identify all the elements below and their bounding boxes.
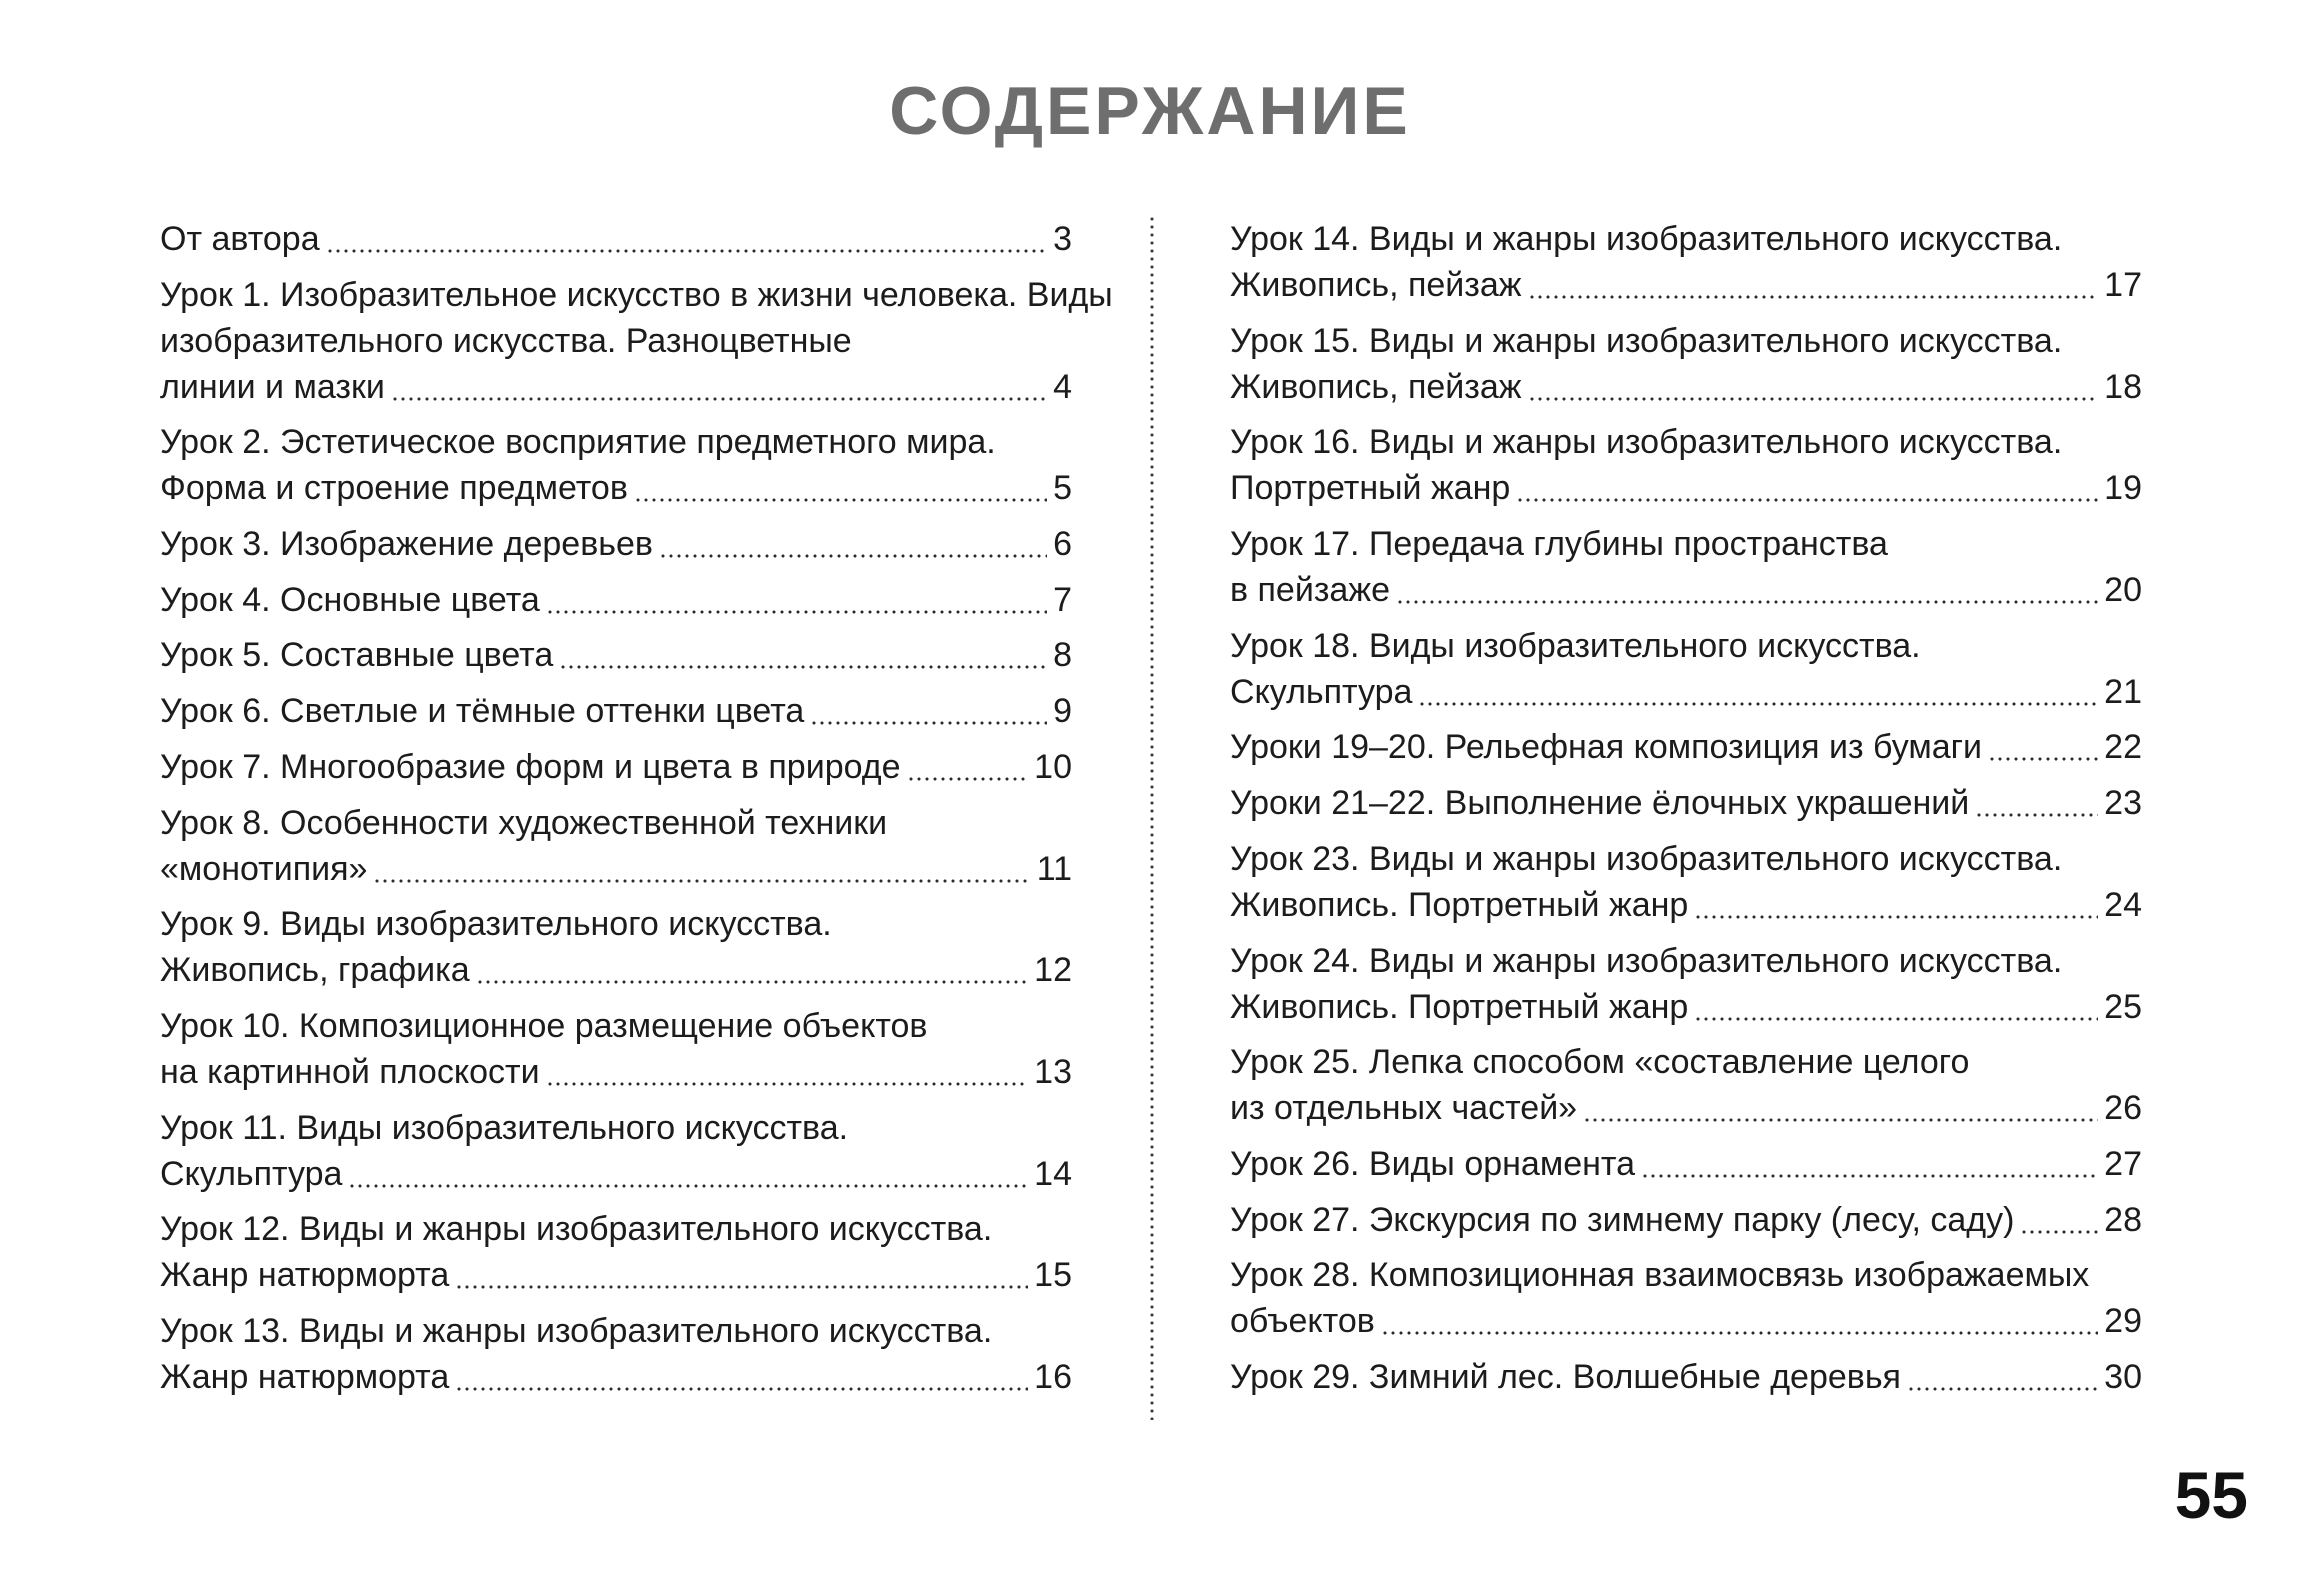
- toc-entry-line: Урок 25. Лепка способом «составление целого: [1230, 1043, 1970, 1082]
- toc-entry-final-line: [1230, 465, 2142, 511]
- toc-entry: [160, 272, 1113, 410]
- toc-page-number: 27: [2104, 1144, 2142, 1183]
- toc-entry: [160, 1003, 1072, 1095]
- dot-leader: [348, 1184, 1028, 1188]
- toc-page-number: 22: [2104, 728, 2142, 767]
- toc-entry: [160, 1308, 1072, 1400]
- toc-entry-final-line: [160, 1354, 1072, 1400]
- toc-entry-text: из отдельных частей»: [1230, 1089, 1578, 1128]
- toc-entry: [1230, 1252, 2142, 1344]
- dot-leader: [907, 777, 1029, 781]
- dot-leader: [1528, 295, 2099, 299]
- dot-leader: [1975, 813, 2098, 817]
- dot-leader: [1694, 915, 2098, 919]
- toc-entry-text: Урок 7. Многообразие форм и цвета в природе: [160, 747, 901, 786]
- toc-entry-line: Урок 16. Виды и жанры изобразительного искусства.: [1230, 423, 2063, 462]
- toc-entry-final-line: [1230, 1298, 2142, 1344]
- toc-entry-line: Урок 28. Композиционная взаимосвязь изображаемых: [1230, 1256, 2090, 1295]
- toc-entry-final-line: [160, 846, 1072, 892]
- dot-leader: [455, 1387, 1028, 1391]
- toc-page-number: 6: [1053, 525, 1072, 564]
- toc-entry-final-line: [160, 216, 1072, 262]
- page-number: 55: [2174, 1458, 2248, 1532]
- toc-entry: [1230, 836, 2142, 928]
- toc-entry-text: Жанр натюрморта: [160, 1256, 450, 1295]
- toc-entry-line: Урок 23. Виды и жанры изобразительного искусства.: [1230, 839, 2063, 878]
- toc-entry: [1230, 1141, 2142, 1187]
- toc-page-number: 20: [2104, 571, 2142, 610]
- toc-entry-text: в пейзаже: [1230, 571, 1390, 610]
- toc-entry-line: изобразительного искусства. Разноцветные: [160, 321, 852, 360]
- toc-entry: [160, 632, 1072, 678]
- dot-leader: [476, 980, 1028, 984]
- toc-page-number: 24: [2104, 885, 2142, 924]
- toc-page-number: 25: [2104, 987, 2142, 1026]
- toc-page-number: 30: [2104, 1357, 2142, 1396]
- toc-entry: [1230, 318, 2142, 410]
- dot-leader: [1907, 1387, 2098, 1391]
- dot-leader: [1516, 498, 2098, 502]
- toc-entry-final-line: [1230, 669, 2142, 715]
- toc-entry: [160, 1105, 1072, 1197]
- toc-entry-text: объектов: [1230, 1302, 1375, 1341]
- dot-leader: [326, 249, 1047, 253]
- toc-entry-final-line: [1230, 1197, 2142, 1243]
- toc-entry-final-line: [160, 521, 1072, 567]
- toc-entry-final-line: [1230, 1354, 2142, 1400]
- toc-entry: [1230, 419, 2142, 511]
- toc-entry-final-line: [160, 688, 1072, 734]
- toc-page-number: 11: [1036, 849, 1072, 888]
- toc-entry-text: Форма и строение предметов: [160, 469, 628, 508]
- column-divider: [1150, 215, 1154, 1420]
- toc-entry-text: Портретный жанр: [1230, 469, 1511, 508]
- toc-entry-line: Урок 10. Композиционное размещение объектов: [160, 1006, 928, 1045]
- toc-entry-final-line: [160, 364, 1072, 410]
- dot-leader: [1528, 397, 2099, 401]
- toc-page-number: 4: [1053, 367, 1072, 406]
- toc-entry: [1230, 938, 2142, 1030]
- toc-page-number: 26: [2104, 1089, 2142, 1128]
- dot-leader: [1988, 757, 2098, 761]
- toc-entry-final-line: [160, 577, 1072, 623]
- dot-leader: [659, 554, 1047, 558]
- toc-entry: [160, 419, 1072, 511]
- toc-entry-text: на картинной плоскости: [160, 1052, 540, 1091]
- toc-right-column: [1230, 216, 2142, 1410]
- dot-leader: [1418, 702, 2098, 706]
- dot-leader: [1694, 1017, 2098, 1021]
- toc-entry-text: Скульптура: [1230, 672, 1413, 711]
- toc-entry: [1230, 780, 2142, 826]
- dot-leader: [373, 879, 1030, 883]
- toc-entry-text: Скульптура: [160, 1154, 343, 1193]
- toc-entry: [1230, 1354, 2142, 1400]
- toc-entry-final-line: [1230, 567, 2142, 613]
- toc-entry-text: Урок 5. Составные цвета: [160, 636, 554, 675]
- toc-page-number: 19: [2104, 469, 2142, 508]
- toc-entry-final-line: [1230, 1141, 2142, 1187]
- toc-page-number: 28: [2104, 1200, 2142, 1239]
- toc-entry-final-line: [160, 744, 1072, 790]
- toc-page-number: 17: [2104, 266, 2142, 304]
- toc-entry-text: Урок 6. Светлые и тёмные оттенки цвета: [160, 692, 805, 731]
- toc-entry-text: Урок 29. Зимний лес. Волшебные деревья: [1230, 1357, 1901, 1396]
- dot-leader: [1396, 600, 2098, 604]
- toc-entry: [160, 521, 1072, 567]
- dot-leader: [634, 498, 1047, 502]
- toc-entry-text: линии и мазки: [160, 367, 385, 406]
- toc-entry-text: Уроки 19–20. Рельефная композиция из бумаги: [1230, 728, 1983, 767]
- toc-page-number: 5: [1053, 469, 1072, 508]
- dot-leader: [1641, 1174, 2098, 1178]
- toc-entry: [160, 577, 1072, 623]
- toc-entry-final-line: [1230, 882, 2142, 928]
- toc-page-number: 16: [1034, 1357, 1072, 1396]
- toc-entry-line: Урок 1. Изобразительное искусство в жизни человека. Виды: [160, 275, 1113, 314]
- toc-entry-final-line: [1230, 780, 2142, 826]
- toc-page-number: 15: [1034, 1256, 1072, 1295]
- toc-page-number: 23: [2104, 784, 2142, 823]
- toc-entry-final-line: [1230, 1085, 2142, 1131]
- toc-entry-text: Живопись, пейзаж: [1230, 367, 1522, 406]
- toc-entry-line: Урок 24. Виды и жанры изобразительного искусства.: [1230, 941, 2063, 980]
- toc-page-number: 29: [2104, 1302, 2142, 1341]
- toc-entry-final-line: [160, 632, 1072, 678]
- toc-entry: [160, 688, 1072, 734]
- toc-entry-line: Урок 18. Виды изобразительного искусства.: [1230, 626, 1921, 665]
- toc-entry-text: «монотипия»: [160, 849, 368, 888]
- dot-leader: [1583, 1118, 2098, 1122]
- toc-entry-text: Урок 3. Изображение деревьев: [160, 525, 653, 564]
- toc-entry: [160, 800, 1072, 892]
- toc-page-number: 13: [1034, 1052, 1072, 1091]
- toc-entry: [1230, 1197, 2142, 1243]
- dot-leader: [559, 665, 1047, 669]
- toc-page-number: 21: [2104, 672, 2142, 711]
- dot-leader: [810, 721, 1047, 725]
- toc-entry: [160, 901, 1072, 993]
- toc-entry-text: Жанр натюрморта: [160, 1357, 450, 1396]
- dot-leader: [546, 610, 1047, 614]
- toc-entry: [160, 1206, 1072, 1298]
- toc-entry-line: Урок 12. Виды и жанры изобразительного искусства.: [160, 1210, 993, 1249]
- toc-entry-final-line: [160, 1049, 1072, 1095]
- toc-entry-final-line: [160, 1252, 1072, 1298]
- toc-page-number: 7: [1053, 580, 1072, 619]
- toc-page-number: 12: [1034, 951, 1072, 990]
- toc-page-number: 3: [1053, 220, 1072, 258]
- dot-leader: [391, 397, 1047, 401]
- toc-entry-text: От автора: [160, 220, 320, 258]
- toc-entry-text: Живопись. Портретный жанр: [1230, 885, 1689, 924]
- toc-entry-text: Уроки 21–22. Выполнение ёлочных украшений: [1230, 784, 1970, 823]
- toc-entry-line: Урок 8. Особенности художественной техники: [160, 803, 888, 842]
- toc-left-column: [160, 216, 1113, 1410]
- dot-leader: [546, 1082, 1029, 1086]
- toc-entry-final-line: [1230, 724, 2142, 770]
- toc-entry-line: Урок 11. Виды изобразительного искусства.: [160, 1108, 849, 1147]
- toc-entry-final-line: [1230, 364, 2142, 410]
- dot-leader: [455, 1285, 1028, 1289]
- page-title: СОДЕРЖАНИЕ: [889, 73, 1411, 149]
- toc-entry-line: Урок 2. Эстетическое восприятие предметного мира.: [160, 423, 996, 462]
- toc-entry: [1230, 724, 2142, 770]
- toc-entry-text: Живопись, графика: [160, 951, 470, 990]
- toc-entry: [160, 744, 1072, 790]
- toc-entry-line: Урок 9. Виды изобразительного искусства.: [160, 905, 832, 944]
- dot-leader: [1381, 1331, 2098, 1335]
- toc-entry-final-line: [1230, 984, 2142, 1030]
- toc-entry: [1230, 1039, 2142, 1131]
- toc-entry-text: Живопись, пейзаж: [1230, 266, 1522, 304]
- toc-entry-text: Урок 26. Виды орнамента: [1230, 1144, 1635, 1183]
- toc-page-number: 18: [2104, 367, 2142, 406]
- toc-entry: [160, 216, 1072, 262]
- toc-page-number: 8: [1053, 636, 1072, 675]
- toc-entry: [1230, 623, 2142, 715]
- toc-entry: [1230, 521, 2142, 613]
- toc-page-number: 9: [1053, 692, 1072, 731]
- toc-entry-final-line: [1230, 262, 2142, 308]
- toc-entry-final-line: [160, 465, 1072, 511]
- toc-entry-final-line: [160, 1151, 1072, 1197]
- toc-entry-line: Урок 17. Передача глубины пространства: [1230, 525, 1888, 564]
- toc-entry-final-line: [160, 947, 1072, 993]
- toc-entry-text: Урок 27. Экскурсия по зимнему парку (лесу, саду): [1230, 1200, 2015, 1239]
- toc-entry-line: Урок 13. Виды и жанры изобразительного искусства.: [160, 1311, 993, 1350]
- toc-entry-line: Урок 15. Виды и жанры изобразительного искусства.: [1230, 321, 2063, 360]
- toc-entry-text: Урок 4. Основные цвета: [160, 580, 540, 619]
- toc-entry-text: Живопись. Портретный жанр: [1230, 987, 1689, 1026]
- dot-leader: [2020, 1230, 2098, 1234]
- toc-page-number: 10: [1034, 747, 1072, 786]
- toc-page-number: 14: [1034, 1154, 1072, 1193]
- toc-entry-line: Урок 14. Виды и жанры изобразительного искусства.: [1230, 220, 2063, 258]
- toc-entry: [1230, 216, 2142, 308]
